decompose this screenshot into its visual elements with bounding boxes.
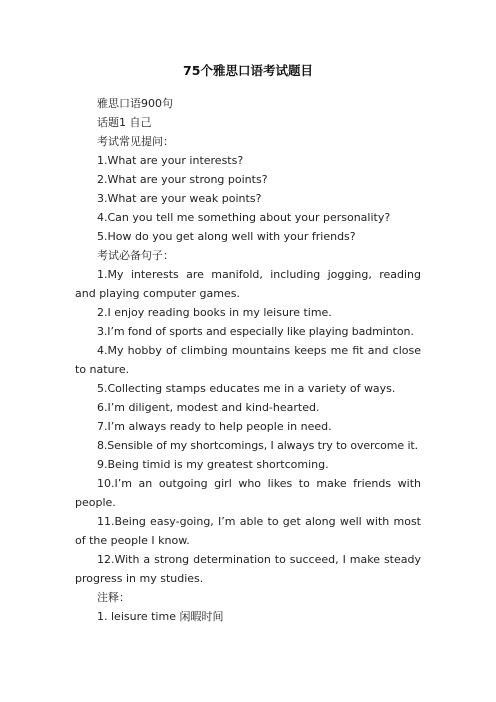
document-title: 75个雅思口语考试题目: [183, 63, 313, 78]
question-item: 2.What are your strong points?: [97, 173, 268, 186]
question-item: 1.What are your interests?: [97, 154, 244, 167]
question-item: 4.Can you tell me something about your personality?: [97, 211, 391, 224]
sentence-item: 11.Being easy-going, I’m able to get along well with most of the people I know.: [75, 515, 421, 547]
sentence-item: 4.My hobby of climbing mountains keeps me fit and close to nature.: [75, 344, 421, 376]
sentence-item: 6.I’m diligent, modest and kind-hearted.: [97, 401, 320, 414]
sentence-item: 8.Sensible of my shortcomings, I always try to overcome it.: [97, 439, 419, 452]
notes-heading: 注释：: [97, 591, 130, 604]
sentence-item: 9.Being timid is my greatest shortcoming.: [97, 458, 329, 471]
questions-heading: 考试常见提问：: [97, 135, 174, 148]
sentence-item: 7.I’m always ready to help people in need.: [97, 420, 332, 433]
document-body: [75, 94, 421, 626]
sentence-item: 2.I enjoy reading books in my leisure time.: [97, 306, 332, 319]
sentence-item: 3.I’m fond of sports and especially like playing badminton.: [97, 325, 414, 338]
sentence-item: 12.With a strong determination to succeed, I make steady progress in my studies.: [75, 553, 421, 585]
sentence-item: 5.Collecting stamps educates me in a variety of ways.: [97, 382, 396, 395]
note-item: 1. leisure time 闲暇时间: [97, 610, 224, 623]
intro-line: 雅思口语900句: [97, 97, 173, 110]
sentence-item: 10.I’m an outgoing girl who likes to make friends with people.: [75, 477, 421, 509]
question-item: 5.How do you get along well with your friends?: [97, 230, 356, 243]
sentence-item: 1.My interests are manifold, including jogging, reading and playing computer games.: [75, 268, 421, 300]
topic-heading: 话题1 自己: [97, 116, 152, 129]
sentences-heading: 考试必备句子：: [97, 249, 174, 262]
question-item: 3.What are your weak points?: [97, 192, 262, 205]
